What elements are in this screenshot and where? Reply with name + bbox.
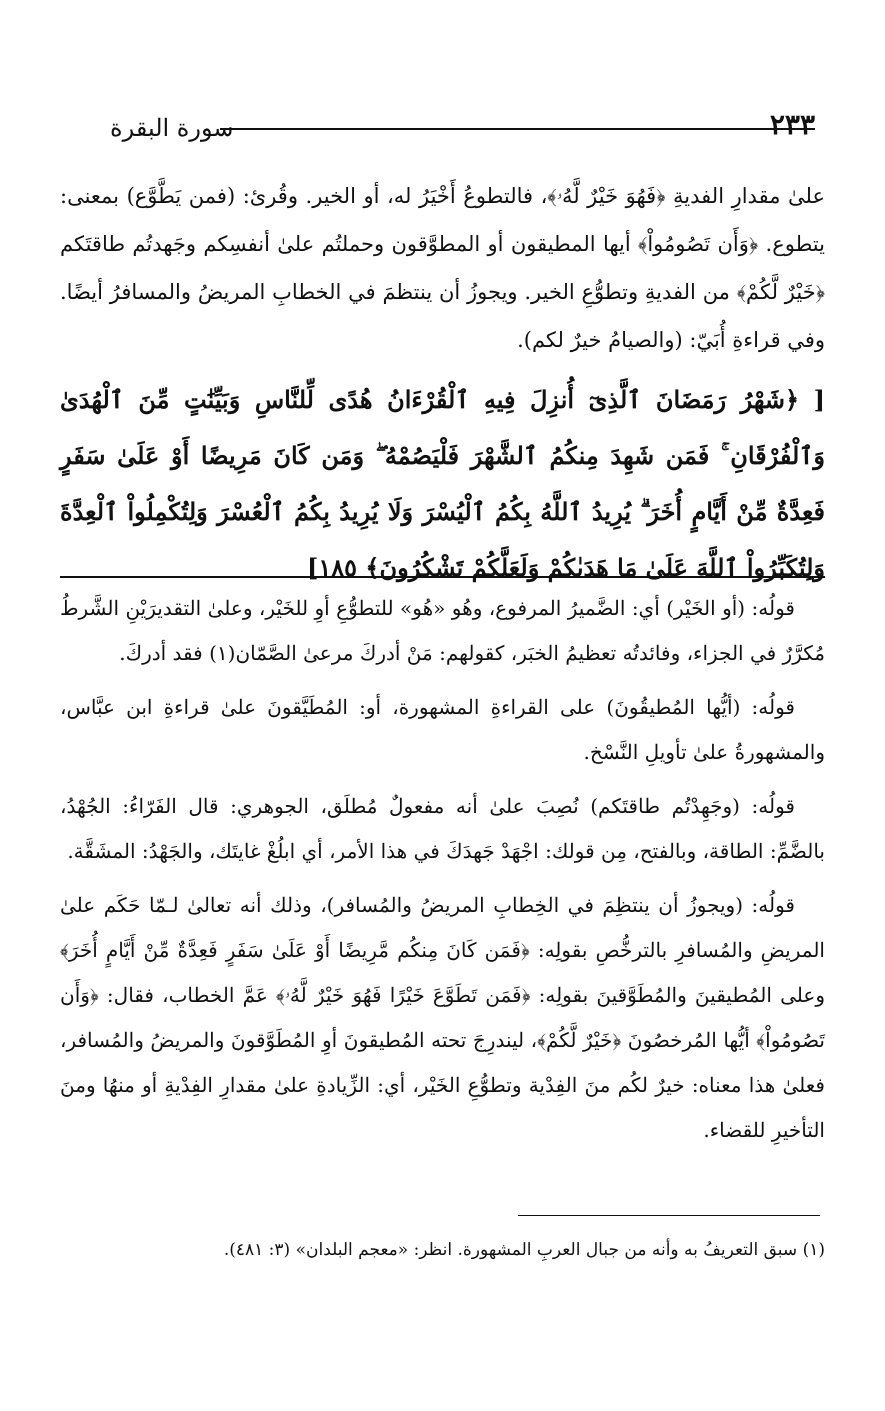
notes-block [60, 586, 825, 1162]
commentary-paragraph: علىٰ مقدارِ الفديةِ ﴿فَهُوَ خَيْرٌ لَّهُۥ﴾، فالتطوعُ أَخْيَرُ له، أو الخير. وقُرئ: (فمن يَطَّوَّع) بمعنى: يتطوع. ﴿وَأَن تَصُومُواْ﴾ أيها المطيقون أو المطوَّقون وحملتُم علىٰ أنفسِكم وجَهدتُم طاقتَكم ﴿خَيْرٌ لَّكُمْ﴾ من الفديةِ وتطوُّعِ الخير. ويجوزُ أن ينتظمَ في الخطابِ المريضُ والمسافرُ أيضًا. وفي قراءةِ أُبَيّ: (والصيامُ خيرٌ لكم). [60, 184, 825, 352]
footnote: (١) سبق التعريفُ به وأنه من جبال العربِ المشهورة. انظر: «معجم البلدان» (٣: ٤٨١). [223, 1240, 825, 1260]
note-paragraph-4: قولُه: (ويجوزُ أن ينتظِمَ في الخِطابِ المريضُ والمُسافر)، وذلك أنه تعالىٰ لـمّا حَكَم علىٰ المريضِ والمُسافرِ بالترخُّصِ بقولِه: ﴿فَمَن كَانَ مِنكُم مَّرِيضًا أَوْ عَلَىٰ سَفَرٍ فَعِدَّةٌ مِّنْ أَيَّامٍ أُخَرَ﴾ وعلى المُطيقينَ والمُطَوَّقينَ بقولِه: ﴿فَمَن تَطَوَّعَ خَيْرًا فَهُوَ خَيْرٌ لَّهُۥ﴾ عَمَّ الخطاب، فقال: ﴿وَأَن تَصُومُواْ﴾ أيُّها المُرخصُونَ ﴿خَيْرٌ لَّكُمْ﴾، ليندرِجَ تحته المُطيقونَ أوِ المُطَوَّقونَ والمريضُ والمُسافر، فعلىٰ هذا معناه: خيرٌ لكُم منَ الفِدْية وتطوُّعِ الخَيْر، أي: الزِّيادةِ علىٰ مقدارِ الفِدْيةِ أو منهُا ومنَ التأخيرِ للقضاء. [60, 893, 825, 1142]
section-divider [60, 576, 825, 578]
footnote-rule [518, 1215, 820, 1216]
page-header [110, 108, 815, 156]
note-paragraph-1: قولُه: (أو الخَيْر) أي: الضَّميرُ المرفوع، وهُو «هُو» للتطوُّعِ أوِ للخَيْر، وعلىٰ التقديرَيْنِ الشَّرطُ مُكرَّرٌ في الجزاء، وفائدتُه تعظيمُ الخبَر، كقولهم: مَنْ أدركَ مرعىٰ الصَّمّان(١) فقد أدركَ. [60, 596, 825, 665]
note-paragraph-2: قولُه: (أيُّها المُطيقُونَ) على القراءةِ المشهورة، أو: المُطَيَّقونَ علىٰ قراءةِ ابن عبَّاس، والمشهورةُ علىٰ تأويلِ النَّسْخ. [60, 695, 825, 764]
surah-name: سورة البقرة [110, 114, 234, 142]
quran-verse-text: [ ﴿شَهْرُ رَمَضَانَ ٱلَّذِىٓ أُنزِلَ فِيهِ ٱلْقُرْءَانُ هُدًى لِّلنَّاسِ وَبَيِّنَٰتٍ مِّنَ ٱلْهُدَىٰ وَٱلْفُرْقَانِ ۚ فَمَن شَهِدَ مِنكُمُ ٱلشَّهْرَ فَلْيَصُمْهُ ۖ وَمَن كَانَ مَرِيضًا أَوْ عَلَىٰ سَفَرٍ فَعِدَّةٌ مِّنْ أَيَّامٍ أُخَرَ ۗ يُرِيدُ ٱللَّهُ بِكُمُ ٱلْيُسْرَ وَلَا يُرِيدُ بِكُمُ ٱلْعُسْرَ وَلِتُكْمِلُواْ ٱلْعِدَّةَ وَلِتُكَبِّرُواْ ٱللَّهَ عَلَىٰ مَا هَدَىٰكُمْ وَلَعَلَّكُمْ تَشْكُرُونَ﴾ ١٨٥] [60, 385, 825, 582]
note-paragraph-3: قولُه: (وجَهِدْتُم طاقتَكم) نُصِبَ علىٰ أنه مفعولٌ مُطلَق، الجوهري: قال الفَرّاءُ: الجُهْدُ، بالضَّمِّ: الطاقة، وبالفتح، مِن قولك: اجْهَدْ جَهدَكَ في هذا الأمر، أي ابلُغْ غايتَك، والجَهْدُ: المشَقَّة. [60, 794, 825, 863]
page-number: ٢٣٣ [769, 108, 815, 141]
header-rule [220, 128, 815, 130]
commentary-block [60, 172, 825, 364]
quran-verse-block [60, 372, 825, 596]
